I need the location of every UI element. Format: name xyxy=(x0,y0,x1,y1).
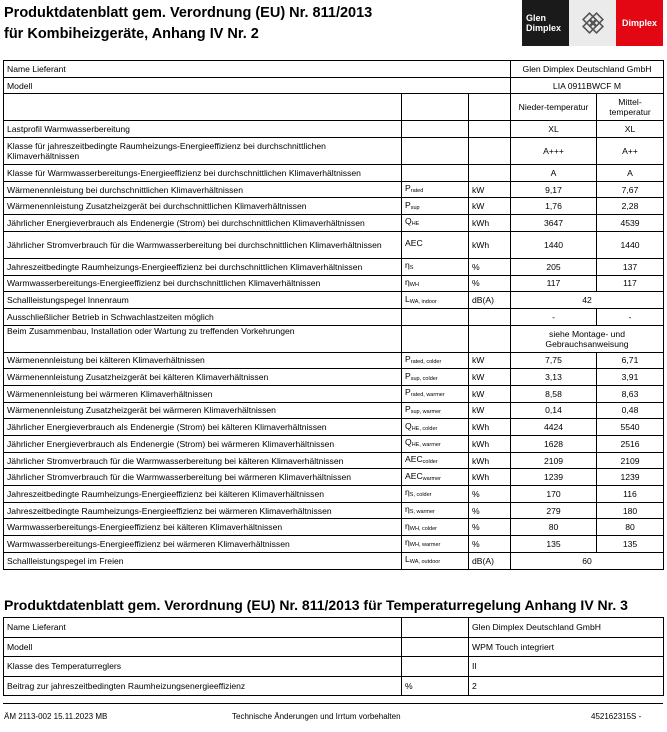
title-line-1: Produktdatenblatt gem. Verordnung (EU) Nr. 811/2013 xyxy=(4,5,373,21)
row-unit xyxy=(402,657,469,677)
table-row xyxy=(4,637,664,657)
row-label: Beitrag zur jahreszeitbedingten Raumheizungsenergieeffizienz xyxy=(4,676,402,696)
row-unit: % xyxy=(469,536,511,553)
row-label: Lastprofil Warmwasserbereitung xyxy=(4,121,402,138)
col-header-low-temp: Nieder-temperatur xyxy=(511,94,597,121)
row-symbol xyxy=(402,231,469,258)
logo-glen-dimplex xyxy=(522,0,569,46)
footer-document-number: 452162315S - xyxy=(591,712,642,721)
section2-title: Produktdatenblatt gem. Verordnung (EU) Nr. 811/2013 für Temperaturregelung Anhang IV Nr. 3 xyxy=(4,597,628,613)
row-label: Warmwasserbereitungs-Energieeffizienz bei wärmeren Klimaverhältnissen xyxy=(4,536,402,553)
row-value-low-temp: 135 xyxy=(511,536,597,553)
row-symbol xyxy=(402,292,469,309)
row-label: Jährlicher Stromverbrauch für die Warmwasserbereitung bei wärmeren Klimaverhältnissen xyxy=(4,469,402,486)
row-value-mid-temp: 8,63 xyxy=(597,385,664,402)
table-row xyxy=(4,138,664,165)
row-symbol xyxy=(402,385,469,402)
row-value-mid-temp: 4539 xyxy=(597,215,664,232)
footer-disclaimer: Technische Änderungen und Irrtum vorbehalten xyxy=(232,712,401,721)
table-row xyxy=(4,308,664,325)
symbol-main: η xyxy=(405,520,410,531)
table-row xyxy=(4,452,664,469)
symbol-main: P xyxy=(405,183,411,194)
row-value-mid-temp: 2516 xyxy=(597,436,664,453)
table-row xyxy=(4,676,664,696)
row-unit: kWh xyxy=(469,436,511,453)
row-label: Wärmenennleistung bei kälteren Klimaverhältnissen xyxy=(4,352,402,369)
row-value-mid-temp: - xyxy=(597,308,664,325)
empty-cell xyxy=(4,94,402,121)
table-row xyxy=(4,536,664,553)
row-label: Jährlicher Stromverbrauch für die Warmwasserbereitung bei durchschnittlichen Klimaverhältnissen xyxy=(4,231,402,258)
symbol-main: P xyxy=(405,403,411,414)
symbol-main: Q xyxy=(405,216,412,227)
row-value-low-temp: 117 xyxy=(511,275,597,292)
symbol-main: P xyxy=(405,387,411,398)
table-row xyxy=(4,369,664,386)
table-row xyxy=(4,402,664,419)
symbol-main: AEC xyxy=(405,238,423,249)
row-unit: kWh xyxy=(469,469,511,486)
row-label: Beim Zusammenbau, Installation oder Wartung zu treffenden Vorkehrungen xyxy=(4,325,402,352)
table-row xyxy=(4,165,664,182)
symbol-main: AEC xyxy=(405,470,423,481)
row-label: Warmwasserbereitungs-Energieeffizienz bei kälteren Klimaverhältnissen xyxy=(4,519,402,536)
row-label: Jahreszeitbedingte Raumheizungs-Energieeffizienz bei wärmeren Klimaverhältnissen xyxy=(4,502,402,519)
brand-logo xyxy=(522,0,663,46)
table-row xyxy=(4,469,664,486)
row-symbol xyxy=(402,121,469,138)
row-value-mid-temp: 2,28 xyxy=(597,198,664,215)
row-unit: kW xyxy=(469,198,511,215)
row-symbol xyxy=(402,181,469,198)
row-symbol xyxy=(402,325,469,352)
row-symbol xyxy=(402,352,469,369)
row-value-low-temp: 1,76 xyxy=(511,198,597,215)
row-unit: kWh xyxy=(469,215,511,232)
symbol-subscript: sup, colder xyxy=(410,375,438,382)
row-label: Jährlicher Energieverbrauch als Endenergie (Strom) bei durchschnittlichen Klimaverhältnissen xyxy=(4,215,402,232)
row-label: Ausschließlicher Betrieb in Schwachlastzeiten möglich xyxy=(4,308,402,325)
row-symbol xyxy=(402,436,469,453)
symbol-subscript: sup, warmer xyxy=(410,408,441,415)
row-value-mid-temp: 180 xyxy=(597,502,664,519)
row-value-mid-temp: 3,91 xyxy=(597,369,664,386)
row-symbol xyxy=(402,502,469,519)
title-line-2: für Kombiheizgeräte, Anhang IV Nr. 2 xyxy=(4,26,259,42)
symbol-subscript: WH, colder xyxy=(409,525,437,532)
symbol-subscript: rated, warmer xyxy=(410,392,445,399)
row-value-low-temp: 1628 xyxy=(511,436,597,453)
row-value: WPM Touch integriert xyxy=(469,637,664,657)
symbol-main: η xyxy=(405,276,410,287)
table-row xyxy=(4,231,664,258)
row-symbol xyxy=(402,198,469,215)
symbol-main: η xyxy=(405,504,410,515)
symbol-subscript: sup xyxy=(410,204,420,211)
row-value-low-temp: 0,14 xyxy=(511,402,597,419)
row-symbol xyxy=(402,486,469,503)
row-value-low-temp: 3,13 xyxy=(511,369,597,386)
row-value-mid-temp: 117 xyxy=(597,275,664,292)
row-unit xyxy=(469,121,511,138)
row-value: II xyxy=(469,657,664,677)
product-data-table xyxy=(3,60,664,570)
row-symbol xyxy=(402,536,469,553)
row-label: Klasse für Warmwasserbereitungs-Energieeffizienz bei durchschnittlichen Klimaverhältnissen xyxy=(4,165,402,182)
row-value-low-temp: 2109 xyxy=(511,452,597,469)
model-label: Modell xyxy=(4,77,511,94)
empty-cell xyxy=(469,94,511,121)
logo-text-line2: Dimplex xyxy=(526,23,562,33)
table-row xyxy=(4,292,664,309)
row-value-mid-temp: A xyxy=(597,165,664,182)
row-label: Name Lieferant xyxy=(4,618,402,638)
row-value-combined: 42 xyxy=(511,292,664,309)
row-unit xyxy=(469,325,511,352)
symbol-subscript: colder xyxy=(422,459,438,466)
temperature-control-table xyxy=(3,617,664,696)
row-value-combined: 60 xyxy=(511,552,664,569)
row-unit: kW xyxy=(469,352,511,369)
row-unit xyxy=(469,308,511,325)
row-unit: kWh xyxy=(469,419,511,436)
row-symbol xyxy=(402,452,469,469)
logo-text-line1: Glen xyxy=(526,13,547,23)
row-unit: kW xyxy=(469,369,511,386)
row-unit: kW xyxy=(469,181,511,198)
symbol-main: P xyxy=(405,199,411,210)
table-row xyxy=(4,275,664,292)
row-value-low-temp: 9,17 xyxy=(511,181,597,198)
row-label: Wärmenennleistung bei durchschnittlichen Klimaverhältnissen xyxy=(4,181,402,198)
row-unit xyxy=(469,138,511,165)
row-symbol xyxy=(402,258,469,275)
row-symbol xyxy=(402,275,469,292)
symbol-subscript: S, warmer xyxy=(409,509,435,516)
symbol-main: AEC xyxy=(405,454,423,465)
column-header-row xyxy=(4,94,664,121)
table-row xyxy=(4,657,664,677)
row-label: Jahreszeitbedingte Raumheizungs-Energieeffizienz bei kälteren Klimaverhältnissen xyxy=(4,486,402,503)
table-row xyxy=(4,181,664,198)
row-unit: kW xyxy=(469,402,511,419)
row-symbol xyxy=(402,519,469,536)
row-unit xyxy=(469,165,511,182)
symbol-main: η xyxy=(405,487,410,498)
table-row xyxy=(4,325,664,352)
table-row xyxy=(4,215,664,232)
row-unit: % xyxy=(402,676,469,696)
row-symbol xyxy=(402,215,469,232)
table-row xyxy=(4,258,664,275)
row-label: Jährlicher Energieverbrauch als Endenergie (Strom) bei kälteren Klimaverhältnissen xyxy=(4,419,402,436)
row-value-mid-temp: 0,48 xyxy=(597,402,664,419)
row-label: Schallleistungspegel Innenraum xyxy=(4,292,402,309)
row-value-combined: siehe Montage- und Gebrauchsanweisung xyxy=(511,325,664,352)
row-value-mid-temp: 2109 xyxy=(597,452,664,469)
row-symbol xyxy=(402,369,469,386)
symbol-main: η xyxy=(405,260,410,271)
row-unit: dB(A) xyxy=(469,552,511,569)
empty-cell xyxy=(402,94,469,121)
row-value-low-temp: 4424 xyxy=(511,419,597,436)
footer-divider xyxy=(3,703,663,704)
row-label: Warmwasserbereitungs-Energieeffizienz bei durchschnittlichen Klimaverhältnissen xyxy=(4,275,402,292)
row-value-low-temp: 205 xyxy=(511,258,597,275)
row-unit: % xyxy=(469,258,511,275)
row-symbol xyxy=(402,419,469,436)
row-value: Glen Dimplex Deutschland GmbH xyxy=(469,618,664,638)
row-symbol xyxy=(402,552,469,569)
supplier-row xyxy=(4,61,664,78)
row-label: Wärmenennleistung Zusatzheizgerät bei durchschnittlichen Klimaverhältnissen xyxy=(4,198,402,215)
symbol-subscript: WA, indoor xyxy=(409,298,437,305)
table-row xyxy=(4,198,664,215)
row-value-low-temp: 170 xyxy=(511,486,597,503)
row-unit: % xyxy=(469,486,511,503)
symbol-main: L xyxy=(405,554,410,565)
row-value-low-temp: 8,58 xyxy=(511,385,597,402)
row-unit xyxy=(402,618,469,638)
row-value-low-temp: - xyxy=(511,308,597,325)
row-label: Wärmenennleistung bei wärmeren Klimaverhältnissen xyxy=(4,385,402,402)
row-value-low-temp: 3647 xyxy=(511,215,597,232)
symbol-subscript: WH, warmer xyxy=(409,542,441,549)
row-unit: dB(A) xyxy=(469,292,511,309)
row-value-mid-temp: A++ xyxy=(597,138,664,165)
row-value-mid-temp: 137 xyxy=(597,258,664,275)
table-row xyxy=(4,502,664,519)
row-unit: kWh xyxy=(469,231,511,258)
table-row xyxy=(4,121,664,138)
page-title xyxy=(4,3,504,45)
row-value-mid-temp: 6,71 xyxy=(597,352,664,369)
table-row xyxy=(4,385,664,402)
row-value-mid-temp: 1239 xyxy=(597,469,664,486)
row-unit: kW xyxy=(469,385,511,402)
row-label: Jährlicher Energieverbrauch als Endenergie (Strom) bei wärmeren Klimaverhältnissen xyxy=(4,436,402,453)
row-unit: % xyxy=(469,519,511,536)
symbol-subscript: HE, warmer xyxy=(411,442,441,449)
row-value-low-temp: 279 xyxy=(511,502,597,519)
table-row xyxy=(4,552,664,569)
table-row xyxy=(4,436,664,453)
row-value-low-temp: 1239 xyxy=(511,469,597,486)
footer-revision: ÄM 2113-002 15.11.2023 MB xyxy=(4,712,108,721)
row-value: 2 xyxy=(469,676,664,696)
row-label: Wärmenennleistung Zusatzheizgerät bei kälteren Klimaverhältnissen xyxy=(4,369,402,386)
row-unit: % xyxy=(469,502,511,519)
symbol-subscript: WH xyxy=(409,281,419,288)
logo-dimplex: Dimplex xyxy=(616,0,663,46)
table-row xyxy=(4,419,664,436)
row-symbol xyxy=(402,469,469,486)
row-label: Jährlicher Stromverbrauch für die Warmwasserbereitung bei kälteren Klimaverhältnissen xyxy=(4,452,402,469)
row-label: Jahreszeitbedingte Raumheizungs-Energieeffizienz bei durchschnittlichen Klimaverhältnissen xyxy=(4,258,402,275)
symbol-main: η xyxy=(405,537,410,548)
symbol-main: P xyxy=(405,370,411,381)
row-value-low-temp: 7,75 xyxy=(511,352,597,369)
table-row xyxy=(4,519,664,536)
row-value-mid-temp: 116 xyxy=(597,486,664,503)
symbol-main: L xyxy=(405,293,410,304)
symbol-main: Q xyxy=(405,420,412,431)
symbol-subscript: rated xyxy=(410,188,424,195)
symbol-main: Q xyxy=(405,437,412,448)
row-value-low-temp: A xyxy=(511,165,597,182)
row-label: Klasse für jahreszeitbedingte Raumheizungs-Energieeffizienz bei durchschnittlichen Klimaverhältnissen xyxy=(4,138,402,165)
diamond-knot-icon xyxy=(569,0,616,46)
symbol-subscript: S xyxy=(409,265,414,272)
row-value-low-temp: 80 xyxy=(511,519,597,536)
row-value-low-temp: 1440 xyxy=(511,231,597,258)
col-header-mid-temp: Mittel-temperatur xyxy=(597,94,664,121)
row-value-mid-temp: 1440 xyxy=(597,231,664,258)
row-symbol xyxy=(402,308,469,325)
row-unit: kWh xyxy=(469,452,511,469)
symbol-subscript: rated, colder xyxy=(410,358,442,365)
supplier-value: Glen Dimplex Deutschland GmbH xyxy=(511,61,664,78)
symbol-subscript: HE xyxy=(411,221,420,228)
row-value-low-temp: A+++ xyxy=(511,138,597,165)
symbol-subscript: WA, outdoor xyxy=(409,559,441,566)
row-label: Klasse des Temperaturreglers xyxy=(4,657,402,677)
row-unit: % xyxy=(469,275,511,292)
row-value-mid-temp: XL xyxy=(597,121,664,138)
row-label: Modell xyxy=(4,637,402,657)
row-value-mid-temp: 80 xyxy=(597,519,664,536)
row-symbol xyxy=(402,402,469,419)
row-value-mid-temp: 135 xyxy=(597,536,664,553)
symbol-main: P xyxy=(405,353,411,364)
row-symbol xyxy=(402,165,469,182)
row-value-mid-temp: 7,67 xyxy=(597,181,664,198)
model-value: LIA 0911BWCF M xyxy=(511,77,664,94)
table-row xyxy=(4,618,664,638)
supplier-label: Name Lieferant xyxy=(4,61,511,78)
row-value-low-temp: XL xyxy=(511,121,597,138)
symbol-subscript: S, colder xyxy=(409,492,432,499)
symbol-subscript: HE, colder xyxy=(411,425,438,432)
table-row xyxy=(4,352,664,369)
symbol-subscript: warmer xyxy=(422,475,442,482)
row-symbol xyxy=(402,138,469,165)
row-label: Wärmenennleistung Zusatzheizgerät bei wärmeren Klimaverhältnissen xyxy=(4,402,402,419)
row-unit xyxy=(402,637,469,657)
model-row xyxy=(4,77,664,94)
row-value-mid-temp: 5540 xyxy=(597,419,664,436)
row-label: Schallleistungspegel im Freien xyxy=(4,552,402,569)
table-row xyxy=(4,486,664,503)
